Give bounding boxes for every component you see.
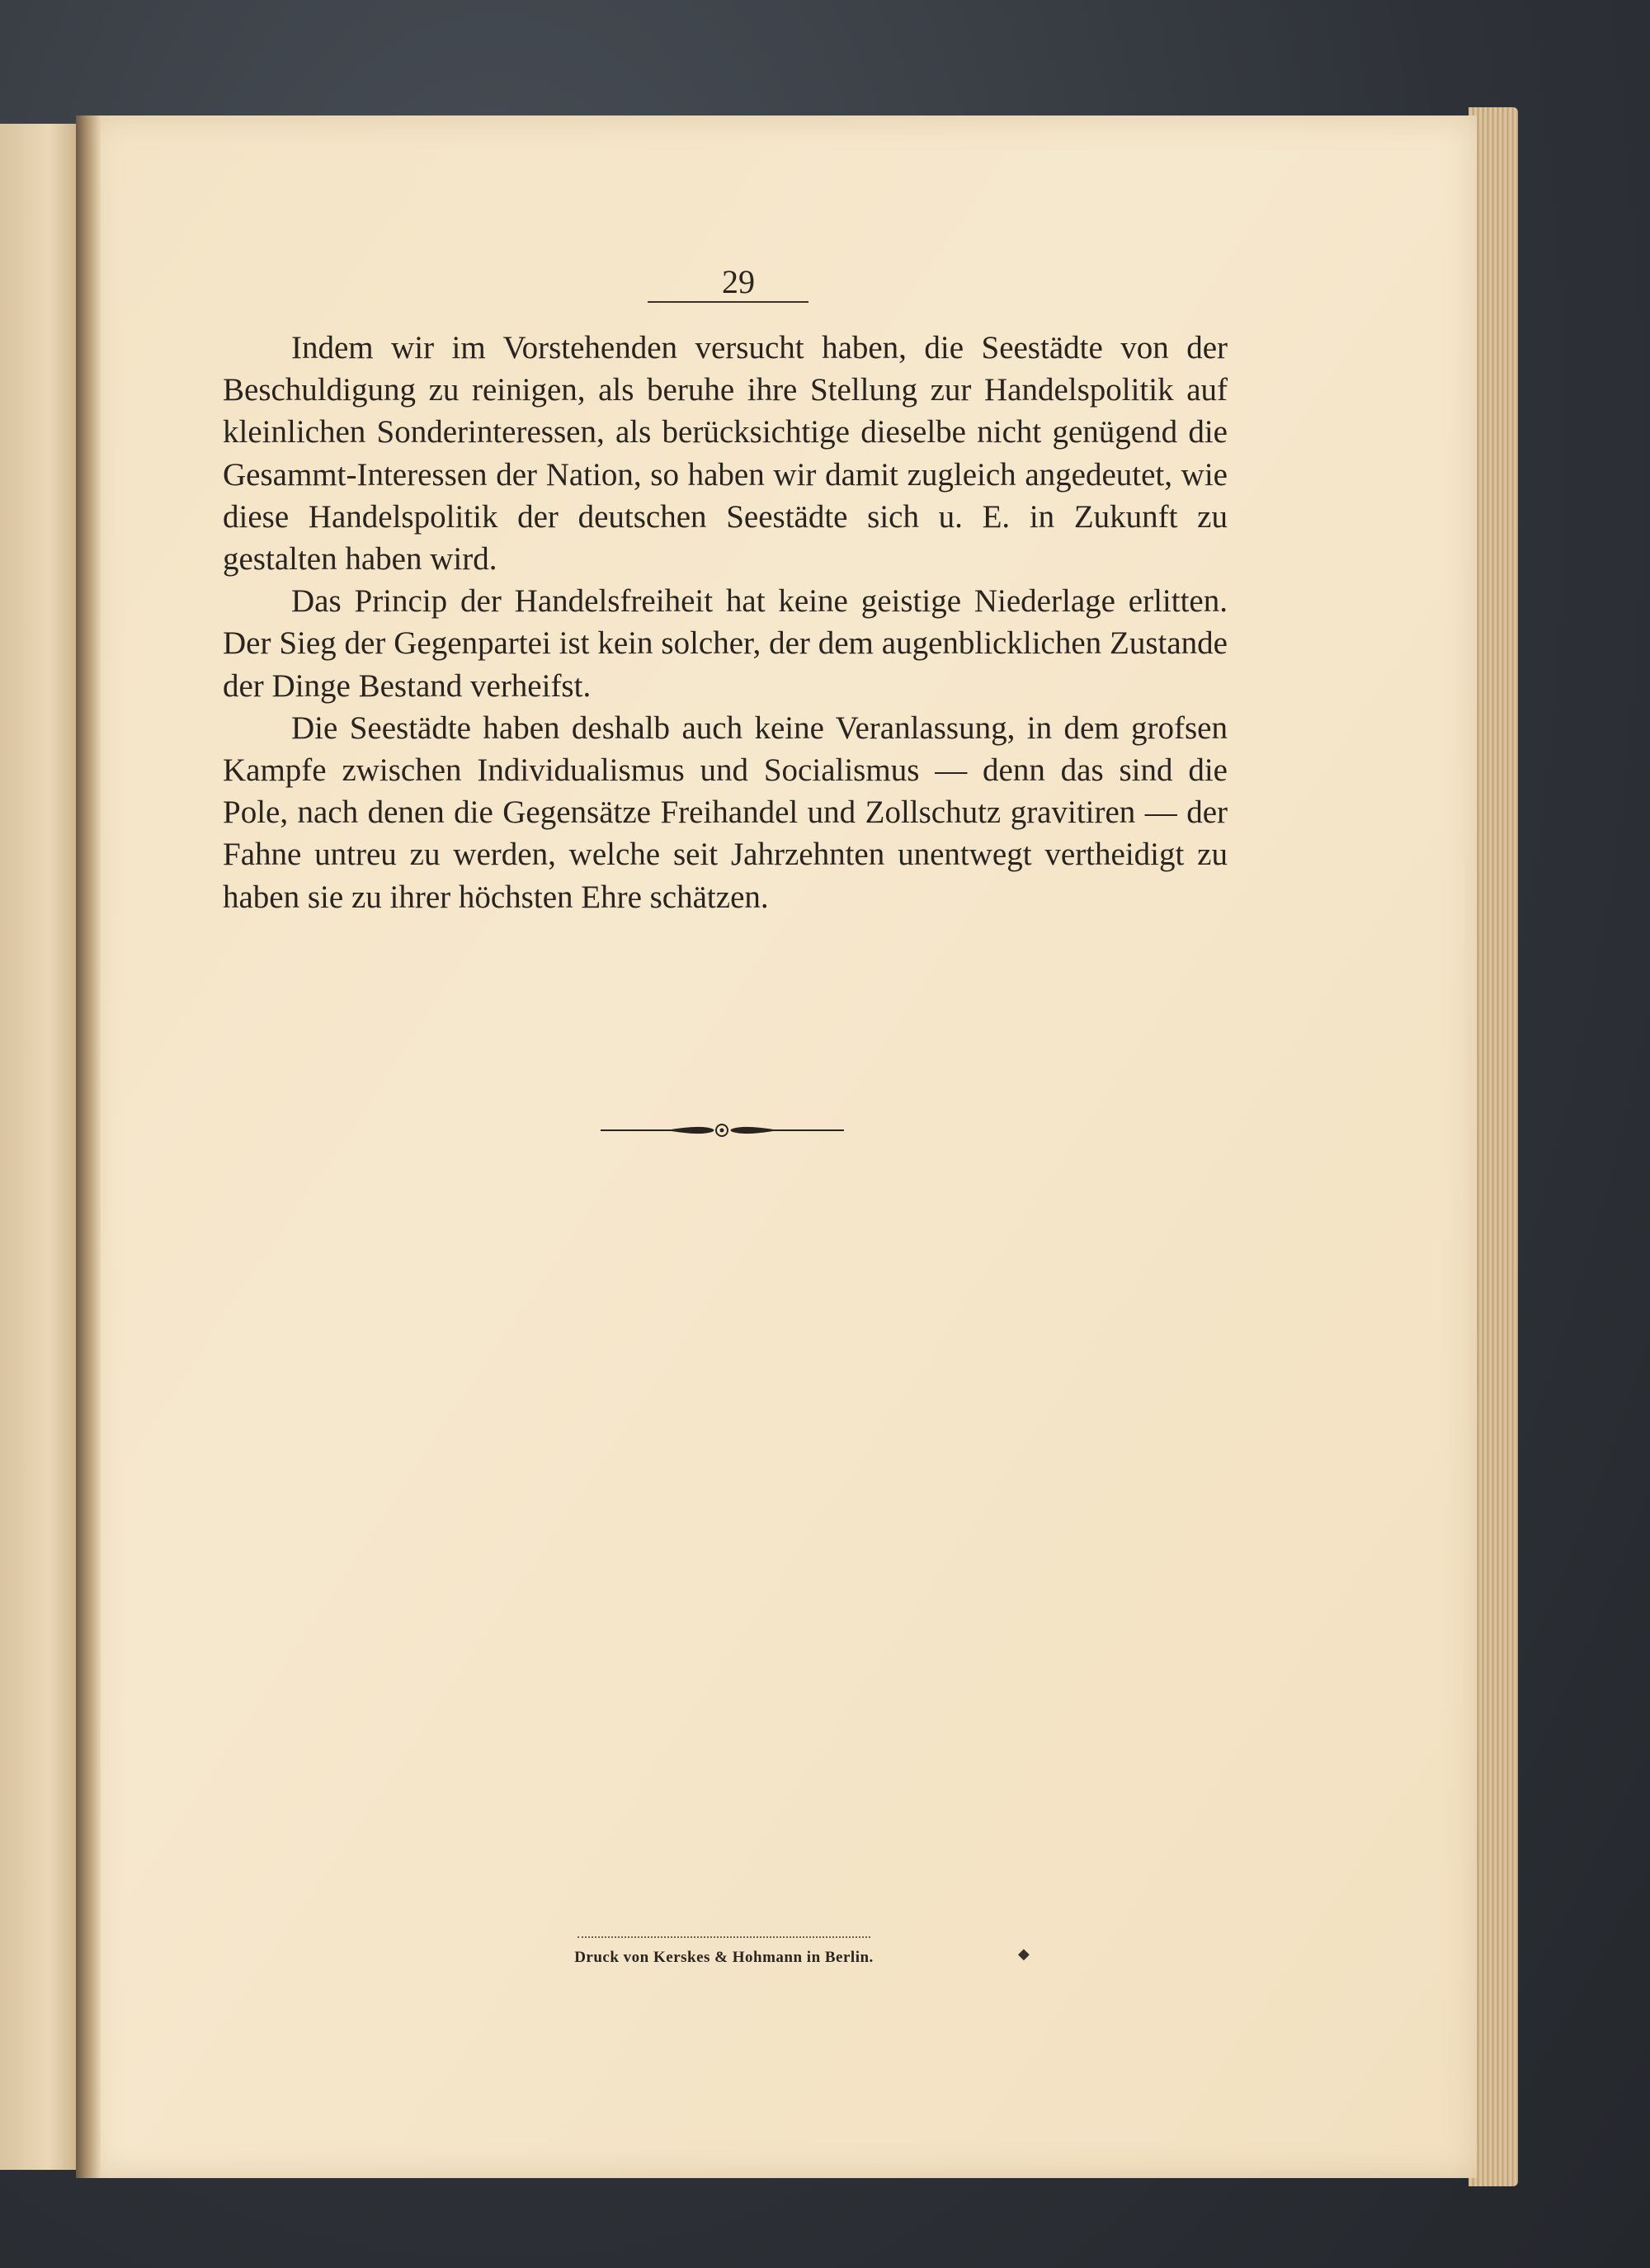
spine-gutter <box>76 116 101 2178</box>
page-number: 29 <box>722 263 755 300</box>
paragraph-1: Indem wir im Vorstehenden versucht haben, die Seestädte von der Beschuldigung zu reinigen, als beruhe ihre Stellung zur Handelspolitik auf kleinlichen Sonderinteressen, als berücksichtige dieselbe nicht genügend die Gesammt-Interessen der Nation, so haben wir damit zugleich angedeutet, wie diese Handelspolitik der deutschen Seestädte sich u. E. in Zukunft zu gestalten haben wird. <box>223 330 1228 578</box>
paragraph-2: Das Princip der Handelsfreiheit hat keine geistige Niederlage erlitten. Der Sieg der Gegenpartei ist kein solcher, der dem augenblicklichen Zustande der Dinge Bestand verheifst. <box>223 583 1228 704</box>
facing-page-edge <box>0 124 82 2170</box>
ink-dot-icon: ◆ <box>1018 1945 1030 1962</box>
page-number-rule <box>648 301 808 303</box>
imprint-rule <box>578 1936 870 1938</box>
printer-imprint: Druck von Kerskes & Hohmann in Berlin. <box>574 1949 874 1966</box>
paragraph-3: Die Seestädte haben deshalb auch keine Veranlassung, in dem grofsen Kampfe zwischen Individualismus und Socialismus — denn das sind die Pole, nach denen die Gegensätze Freihandel und Zollschutz gravitiren — der Fahne untreu zu werden, welche seit Jahrzehnten unentwegt vertheidigt zu haben sie zu ihrer höchsten Ehre schätzen. <box>223 710 1228 915</box>
body-text <box>223 327 1228 918</box>
decorative-rule-icon <box>601 1118 844 1143</box>
